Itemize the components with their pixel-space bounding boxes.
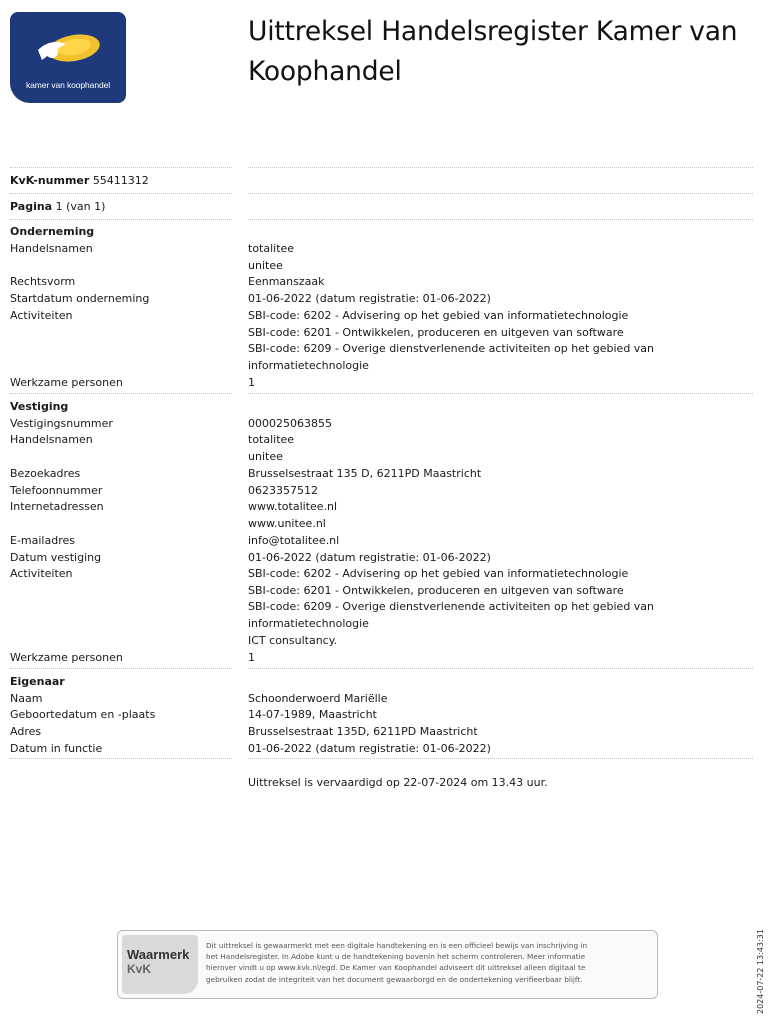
- waarmerk-title: Waarmerk: [127, 947, 190, 962]
- value-line: Brusselsestraat 135 D, 6211PD Maastricht: [248, 467, 482, 480]
- field-label: Activiteiten: [10, 567, 73, 580]
- value-line: info@totalitee.nl: [248, 534, 340, 547]
- value-line: 01-06-2022 (datum registratie: 01-06-2022): [248, 742, 491, 755]
- field-label: Activiteiten: [10, 309, 73, 322]
- waarmerk-subtitle: KvK: [127, 962, 152, 976]
- value-line: totalitee: [248, 242, 295, 255]
- waarmerk-line: gebruiken zodat de integriteit van het document gewaarborgd en de ondertekening verifieerbaar blijft.: [206, 974, 583, 984]
- value-line: 1: [248, 651, 255, 664]
- section-heading-eigenaar: Eigenaar: [10, 675, 65, 688]
- divider: [10, 668, 232, 669]
- field-label: Naam: [10, 692, 43, 705]
- field-value: [248, 550, 728, 567]
- field-value: [248, 533, 728, 550]
- field-label: Rechtsvorm: [10, 275, 76, 288]
- divider: [248, 167, 753, 168]
- page-label: Pagina: [10, 200, 53, 213]
- value-line: SBI-code: 6202 - Advisering op het gebied van informatietechnologie: [248, 567, 629, 580]
- value-line: 0623357512: [248, 484, 318, 497]
- value-line: totalitee: [248, 433, 295, 446]
- field-value: [248, 274, 728, 291]
- field-value: [248, 375, 728, 392]
- field-value: [248, 483, 728, 500]
- value-line: www.totalitee.nl: [248, 500, 338, 513]
- value-line: 14-07-1989, Maastricht: [248, 708, 377, 721]
- value-line: SBI-code: 6209 - Overige dienstverlenende activiteiten op het gebied van: [248, 342, 655, 356]
- value-line: 000025063855: [248, 417, 332, 430]
- page-indicator: [10, 199, 105, 216]
- field-label: E-mailadres: [10, 534, 75, 547]
- divider: [10, 193, 232, 194]
- field-label: Werkzame personen: [10, 376, 123, 389]
- field-label: Internetadressen: [10, 500, 104, 513]
- extract-date-note: Uittreksel is vervaardigd op 22-07-2024 om 13.43 uur.: [248, 776, 548, 789]
- field-value: [248, 291, 728, 308]
- section-heading-onderneming: Onderneming: [10, 225, 95, 238]
- field-value: [248, 241, 728, 274]
- divider: [248, 668, 753, 669]
- field-value: [248, 499, 728, 532]
- field-value: [248, 308, 728, 375]
- kvk-number-label: KvK-nummer: [10, 174, 90, 187]
- field-label: Adres: [10, 725, 42, 738]
- kvk-logo-text: kamer van koophandel: [25, 80, 110, 90]
- field-value: [248, 566, 728, 650]
- field-label: Handelsnamen: [10, 242, 93, 255]
- field-label: Startdatum onderneming: [10, 292, 150, 305]
- kvk-logo-icon: [36, 30, 102, 70]
- divider: [248, 758, 753, 759]
- kvk-number: [10, 173, 149, 190]
- field-value: [248, 650, 728, 667]
- timestamp-vertical: 2024-07-22 13:43:31: [756, 929, 765, 1014]
- value-line: 1: [248, 376, 255, 389]
- waarmerk-box: [117, 930, 658, 999]
- value-line: informatietechnologie: [248, 359, 369, 373]
- divider: [248, 219, 753, 220]
- value-line: www.unitee.nl: [248, 516, 326, 530]
- value-line: Schoonderwoerd Mariëlle: [248, 692, 388, 705]
- value-line: SBI-code: 6202 - Advisering op het gebied van informatietechnologie: [248, 309, 629, 322]
- kvk-number-value: 55411312: [92, 174, 149, 187]
- waarmerk-line: Dit uittreksel is gewaarmerkt met een digitale handtekening en is een officieel bewijs van inschrijving in: [206, 941, 588, 950]
- field-label: Werkzame personen: [10, 651, 123, 664]
- value-line: SBI-code: 6201 - Ontwikkelen, produceren en uitgeven van software: [248, 325, 624, 339]
- page-title: Uittreksel Handelsregister Kamer van Koophandel: [248, 16, 738, 87]
- field-value: [248, 466, 728, 483]
- section-heading-vestiging: Vestiging: [10, 400, 69, 413]
- field-label: Handelsnamen: [10, 433, 93, 446]
- field-value: [248, 416, 728, 433]
- divider: [10, 393, 232, 394]
- field-value: [248, 724, 728, 741]
- value-line: 01-06-2022 (datum registratie: 01-06-2022): [248, 292, 491, 305]
- divider: [10, 167, 232, 168]
- waarmerk-text: [206, 940, 656, 985]
- field-label: Telefoonnummer: [10, 484, 103, 497]
- field-value: [248, 741, 728, 758]
- value-line: SBI-code: 6209 - Overige dienstverlenende activiteiten op het gebied van: [248, 600, 655, 614]
- divider: [248, 193, 753, 194]
- field-label: Datum in functie: [10, 742, 103, 755]
- waarmerk-badge: [122, 935, 198, 994]
- value-line: informatietechnologie: [248, 617, 369, 631]
- value-line: 01-06-2022 (datum registratie: 01-06-2022): [248, 551, 491, 564]
- waarmerk-line: het Handelsregister. In Adobe kunt u de handtekening bovenin het scherm controleren. Meer informatie: [206, 952, 586, 962]
- value-line: Brusselsestraat 135D, 6211PD Maastricht: [248, 725, 478, 738]
- divider: [10, 219, 232, 220]
- divider: [248, 393, 753, 394]
- page-value: 1 (van 1): [55, 200, 106, 213]
- field-value: [248, 707, 728, 724]
- value-line: Eenmanszaak: [248, 275, 325, 288]
- value-line: ICT consultancy.: [248, 633, 338, 647]
- value-line: unitee: [248, 449, 283, 463]
- field-value: [248, 691, 728, 708]
- waarmerk-line: hierover vindt u op www.kvk.nl/egd. De Kamer van Koophandel adviseert dit uittreksel alleen digitaal te: [206, 963, 586, 973]
- value-line: unitee: [248, 258, 283, 272]
- field-label: Geboortedatum en -plaats: [10, 708, 156, 721]
- field-value: [248, 432, 728, 465]
- kvk-logo: [10, 12, 126, 103]
- value-line: SBI-code: 6201 - Ontwikkelen, produceren en uitgeven van software: [248, 583, 624, 597]
- field-label: Bezoekadres: [10, 467, 81, 480]
- divider: [10, 758, 232, 759]
- field-label: Vestigingsnummer: [10, 417, 113, 430]
- field-label: Datum vestiging: [10, 551, 102, 564]
